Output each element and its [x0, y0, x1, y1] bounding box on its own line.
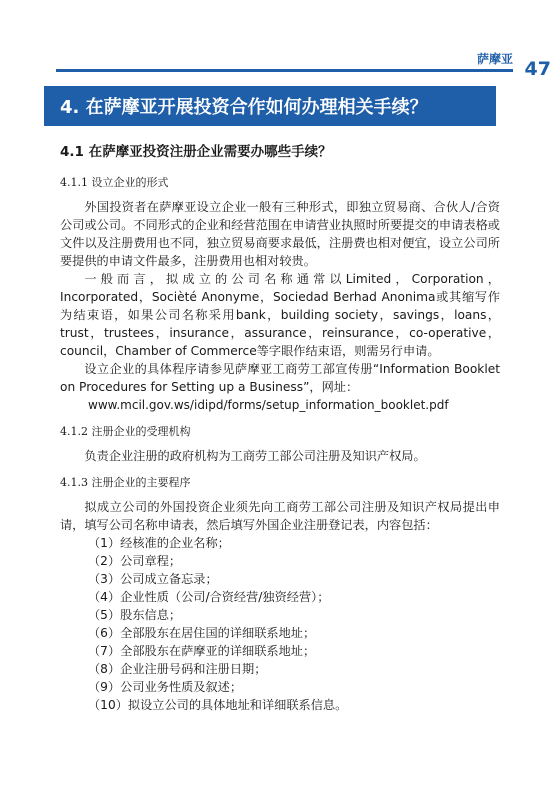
paragraph: 一般而言，拟成立的公司名称通常以Limited，Corporation，Incorporated，Socièté Anonyme，Sociedad Berhad Anonima或其缩写作为结束语，如果公司名称采用bank，building society，savings，loans，trust，trustees，insurance，assurance，reinsurance，co-operative，council，Chamber of Commerce等字眼作结束语，则需另行申请。 — [60, 272, 500, 358]
list-item: （3）公司成立备忘录； — [88, 572, 218, 586]
header-country-label: 萨摩亚 — [476, 52, 513, 66]
list-item: （2）公司章程； — [88, 554, 182, 568]
section-title: 4.1 在萨摩亚投资注册企业需要办哪些手续？ — [60, 144, 332, 160]
subsection-title-4-1-1: 4.1.1 设立企业的形式 — [60, 176, 169, 189]
subsection-title-4-1-2: 4.1.2 注册企业的受理机构 — [60, 425, 191, 438]
paragraph: 设立企业的具体程序请参见萨摩亚工商劳工部宣传册“Information Booklet on Procedures for Setting up a Business”，网址： — [60, 362, 500, 394]
list-item: （1）经核准的企业名称； — [88, 536, 230, 550]
paragraph: 负责企业注册的政府机构为工商劳工部公司注册及知识产权局。 — [84, 449, 426, 463]
subsection-title-4-1-3: 4.1.3 注册企业的主要程序 — [60, 476, 191, 489]
chapter-title: 4. 在萨摩亚开展投资合作如何办理相关手续？ — [60, 97, 428, 118]
paragraph: 外国投资者在萨摩亚设立企业一般有三种形式，即独立贸易商、合伙人/合资公司或公司。不同形式的企业和经营范围在申请营业执照时所要提交的申请表格或文件以及注册费用也不同，独立贸易商要求最低，注册费也相对便宜，设立公司所要提供的申请文件最多，注册费用也相对较贵。 — [60, 200, 500, 268]
list-item: （5）股东信息； — [88, 608, 182, 622]
page-number: 47 — [524, 58, 551, 80]
paragraph: 拟成立公司的外国投资企业须先向工商劳工部公司注册及知识产权局提出申请，填写公司名称申请表，然后填写外国企业注册登记表，内容包括： — [60, 500, 500, 532]
list-item: （9）公司业务性质及叙述； — [88, 680, 243, 694]
list-item: （10）拟设立公司的具体地址和详细联系信息。 — [88, 698, 348, 712]
header-rule — [56, 69, 513, 72]
booklet-url: www.mcil.gov.ws/idipd/forms/setup_information_booklet.pdf — [88, 398, 449, 412]
list-item: （8）企业注册号码和注册日期； — [88, 662, 267, 676]
chapter-banner — [44, 86, 496, 126]
spacer — [60, 465, 500, 474]
spacer — [60, 414, 500, 423]
list-item: （6）全部股东在居住国的详细联系地址； — [88, 626, 316, 640]
page-content — [60, 140, 500, 714]
list-item: （7）全部股东在萨摩亚的详细联系地址； — [88, 644, 316, 658]
registration-items-list — [60, 534, 500, 714]
list-item: （4）企业性质（公司/合资经营/独资经营）； — [88, 590, 330, 604]
